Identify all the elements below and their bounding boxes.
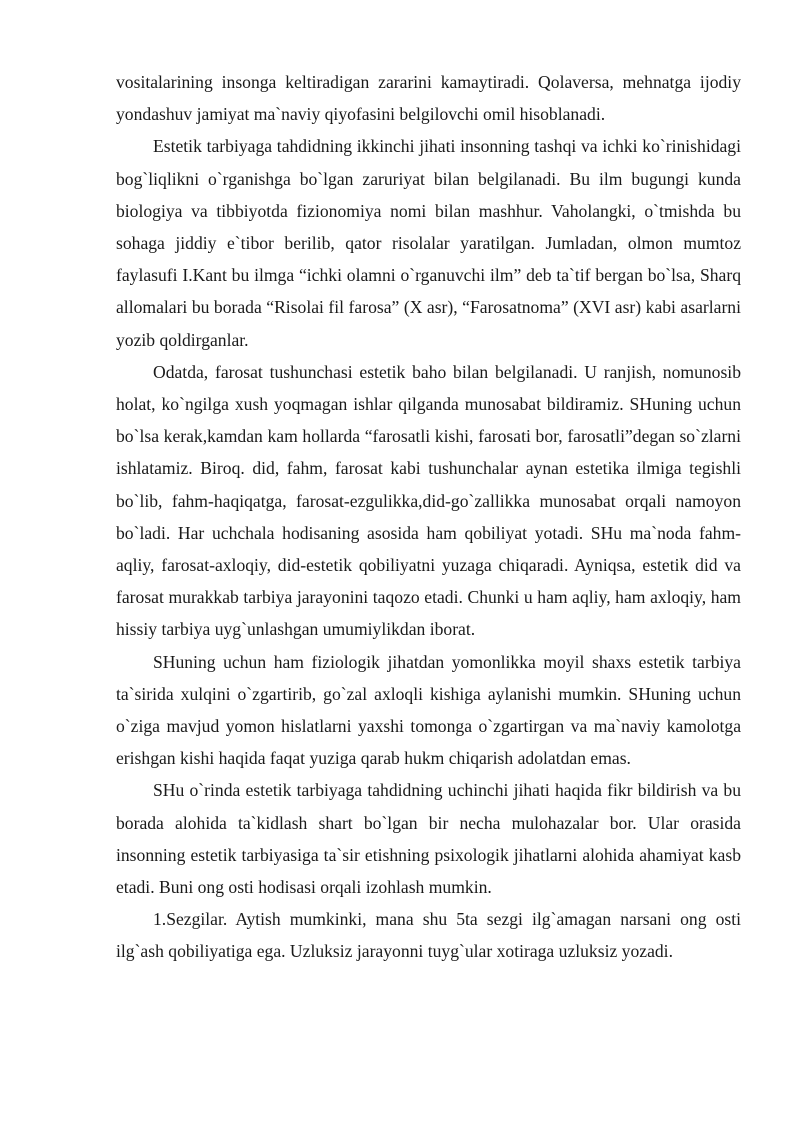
paragraph-2: Estetik tarbiyaga tahdidning ikkinchi jihati insonning tashqi va ichki ko`rinishidagi bog`liqlikni o`rganishga bo`lgan zaruriyat bilan belgilanadi. Bu ilm bugungi kunda biologiya va tibbiyotda fizionomiya nomi bilan mashhur. Vaholangki, o`tmishda bu sohaga jiddiy e`tibor berilib, qator risolalar yaratilgan. Jumladan, olmon mumtoz faylasufi I.Kant bu ilmga “ichki olamni o`rganuvchi ilm” deb ta`tif bergan bo`lsa, Sharq allomalari bu borada “Risolai fil farosa” (X asr), “Farosatnoma” (XVI asr) kabi asarlarni yozib qoldirganlar. xyxy=(116,136,741,350)
paragraph-1: vositalarining insonga keltiradigan zararini kamaytiradi. Qolaversa, mehnatga ijodiy yondashuv jamiyat ma`naviy qiyofasini belgilovchi omil hisoblanadi. xyxy=(116,72,741,125)
paragraph-3: Odatda, farosat tushunchasi estetik baho bilan belgilanadi. U ranjish, nomunosib holat, ko`ngilga xush yoqmagan ishlar qilganda munosabat bildiramiz. SHuning uchun bo`lsa kerak,kamdan kam hollarda “farosatli kishi, farosati bor, farosatli”degan so`zlarni ishlatamiz. Biroq. did, fahm, farosat kabi tushunchalar aynan estetika ilmiga tegishli bo`lib, fahm-haqiqatga, farosat-ezgulikka,did-go`zallikka munosabat orqali namoyon bo`ladi. Har uchchala hodisaning asosida ham qobiliyat yotadi. SHu ma`noda fahm-aqliy, farosat-axloqiy, did-estetik qobiliyatni yuzaga chiqaradi. Ayniqsa, estetik did va farosat murakkab tarbiya jarayonini taqozo etadi. Chunki u ham aqliy, ham axloqiy, ham hissiy tarbiya uyg`unlashgan umumiylikdan iborat. xyxy=(116,361,741,640)
document-body xyxy=(116,66,741,968)
paragraph-4: SHuning uchun ham fiziologik jihatdan yomonlikka moyil shaxs estetik tarbiya ta`sirida xulqini o`zgartirib, go`zal axloqli kishiga aylanishi mumkin. SHuning uchun o`ziga mavjud yomon hislatlarni yaxshi tomonga o`zgartirgan va ma`naviy kamolotga erishgan kishi haqida faqat yuziga qarab hukm chiqarish adolatdan emas. xyxy=(116,651,741,769)
paragraph-5: SHu o`rinda estetik tarbiyaga tahdidning uchinchi jihati haqida fikr bildirish va bu borada alohida ta`kidlash shart bo`lgan bir necha mulohazalar bor. Ular orasida insonning estetik tarbiyasiga ta`sir etishning psixologik jihatlarni alohida ahamiyat kasb etadi. Buni ong osti hodisasi orqali izohlash mumkin. xyxy=(116,780,741,898)
paragraph-6: 1.Sezgilar. Aytish mumkinki, mana shu 5ta sezgi ilg`amagan narsani ong osti ilg`ash qobiliyatiga ega. Uzluksiz jarayonni tuyg`ular xotiraga uzluksiz yozadi. xyxy=(116,909,741,962)
